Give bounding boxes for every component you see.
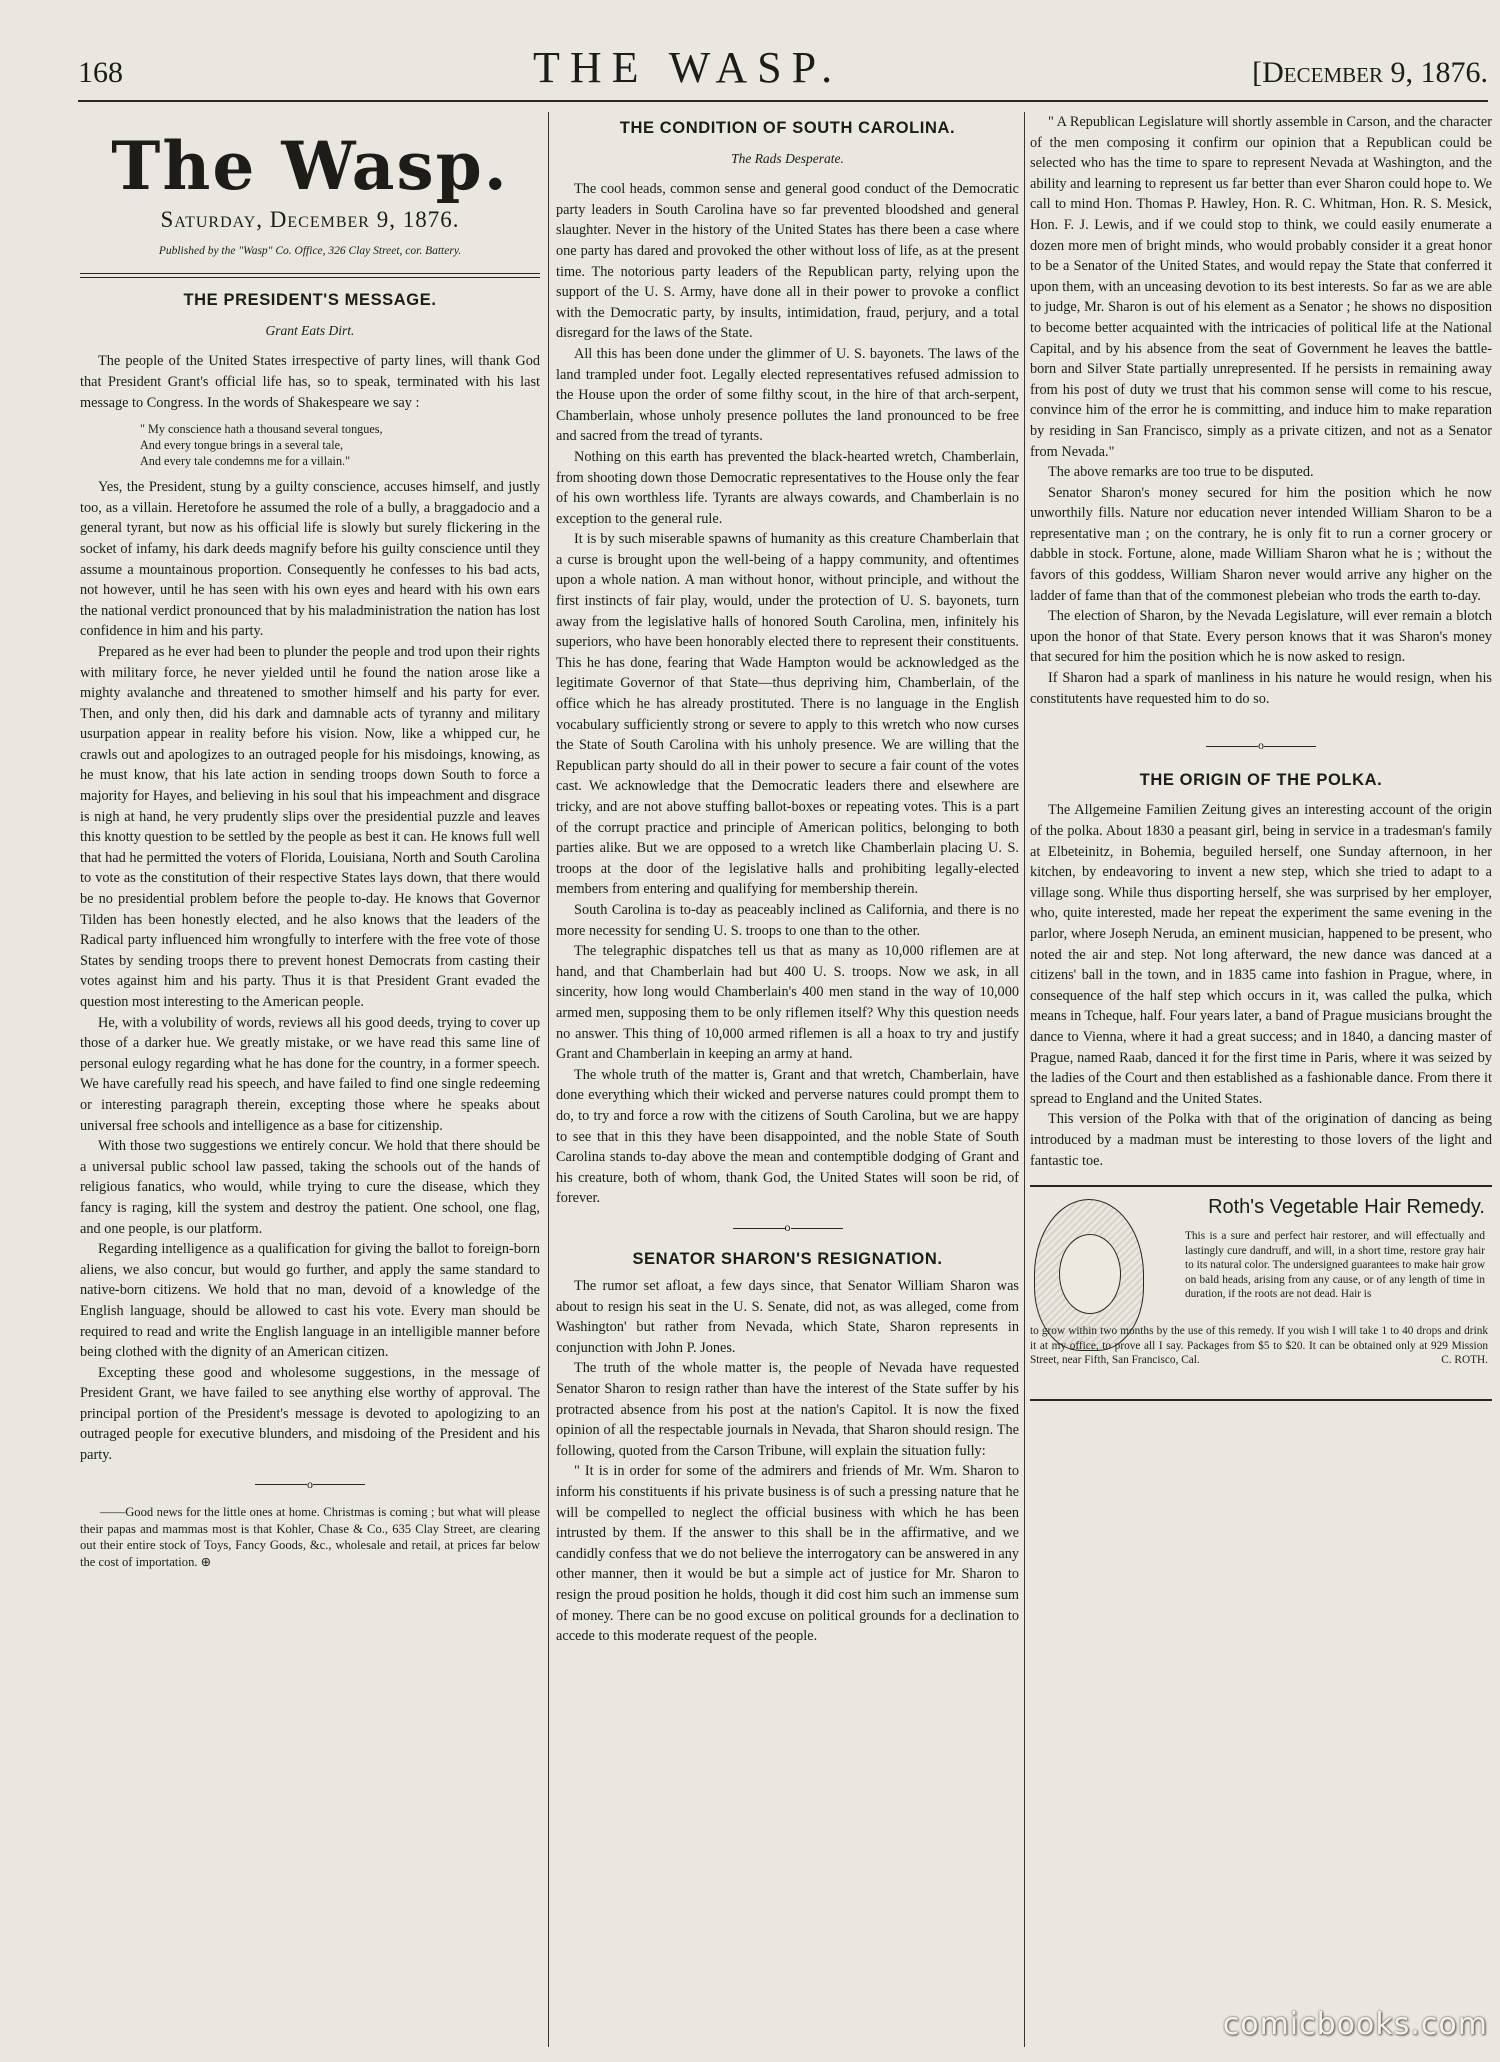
paragraph: The telegraphic dispatches tell us that as many as 10,000 riflemen are at hand, and that Chamberlain had but 400 U. S. troops. Now we ask, in all sincerity, how long would Chamberlain's 400 men stand in the way of 10,000 armed men, supposing them to be only riflemen itself? Why this question needs no answer. This thing of 10,000 armed riflemen is all a hoax to try and justify Grant and Chamberlain in keeping an army at hand.: [556, 943, 1019, 1063]
face-illustration: [1059, 1234, 1121, 1314]
paragraph: The Allgemeine Familien Zeitung gives an interesting account of the origin of the polka. About 1830 a peasant girl, being in service in a tradesman's family at Elbeteinitz, in Bohemia, beguiled herself, one Sunday afternoon, in her kitchen, by endeavoring to invent a new step, which she tried to adapt to a village song. While thus disporting herself, she was surprised by her employer, who, quite interested, made her repeat the experiment the same evening in the parlor, where Joseph Neruda, an eminent musician, happened to be present, who noted the air and step. Not long afterward, the new dance was danced at a citizens' ball in the town, and in 1835 came into fashion in Prague, where, in consequence of the half step which occurs in it, was called the pulka, which means in Tcheque, half. Four years later, a band of Prague musicians brought the dance to Vienna, where it had a great success; and in 1840, a dancing master of Prague, named Raab, danced it for the first time in Paris, where it was seized by the ladies of the Court and then established as a fashionable dance. From there it spread to England and the United States.: [1030, 802, 1492, 1107]
paragraph: Senator Sharon's money secured for him the position which he now unworthily fills. Nature nor education never intended William Sharon to be a representative man ; on the contrary, he is only fit to run a corner grocery or dabble in stock. Fortune, alone, made William Sharon what he is ; without the favors of this goddess, William Sharon never would arrive any higher on the ladder of fame than that of the commonest plebeian who trods the earth to-day.: [1030, 484, 1492, 604]
column-3: [1030, 112, 1492, 1401]
notice-text: ——Good news for the little ones at home. Christmas is coming ; but what will please their papas and mammas most is that Kohler, Chase & Co., 635 Clay Street, are clearing out their entire stock of Toys, Fancy Goods, &c., wholesale and retail, at prices far below the cost of importation. ⊕: [80, 1505, 540, 1570]
paragraph: The people of the United States irrespective of party lines, will thank God that President Grant's official life has, so to speak, terminated with his last message to Congress. In the words of Shakespeare we say :: [80, 353, 540, 411]
paragraph: Yes, the President, stung by a guilty conscience, accuses himself, and justly too, as a villain. Heretofore he assumed the role of a bully, a braggadocio and a general tyrant, but now as his official life is slowly but surely flickering in the socket of infamy, his dark deeds magnify before his guilty conscience until they assume a mountainous proportion. Consequently he confesses to his bad acts, not however, until he has seen with his own eyes and heard with his own ears the national verdict pronounced that by his maladministration the nation has lost confidence in him and his party.: [80, 479, 540, 640]
paragraph: Regarding intelligence as a qualification for giving the ballot to foreign-born aliens, we also concur, but would go further, and apply the same standard to native-born citizens. We hold that no man, devoid of a knowledge of the English language, should be allowed to cast his vote. Every man should be required to read and write the English language in an intelligible manner before being clothed with the dignity of an American citizen.: [80, 1241, 540, 1361]
paragraph: This version of the Polka with that of the origination of dancing as being introduced by a madman must be interesting to those lovers of the light and fantastic toe.: [1030, 1111, 1492, 1169]
quote-line: And every tale condemns me for a villain.": [140, 454, 351, 469]
running-header: [78, 42, 1488, 90]
ad-text: This is a sure and perfect hair restorer, and will effectually and lastingly cure dandruff, and will, in a short time, restore gray hair to its natural color. The undersigned guarantees to make hair grow on bald heads, arising from any cause, or of any length of time in duration, if the roots are not dead. Hair is: [1185, 1230, 1485, 1301]
paragraph: All this has been done under the glimmer of U. S. bayonets. The laws of the land trampled under foot. Legally elected representatives refused admission to the House upon the order of some filthy scout, in the hire of that arch-serpent, Chamberlain, whose unholy presence pollutes the land pronounced to be free and sacred from the tread of tyrants.: [556, 345, 1019, 445]
column-divider: [1024, 112, 1025, 2047]
section-separator: o: [80, 1474, 540, 1495]
paragraph: It is by such miserable spawns of humanity as this creature Chamberlain that a curse is brought upon the well-being of a happy community, and oftentimes upon a whole nation. A man without honor, without principle, and without the first instincts of fair play, would, under the protection of U. S. bayonets, turn away from the legislative halls of honored South Carolina, men, infinitely his superiors, who have been honorably elected there to represent their constituents. This he has done, fearing that Wade Hampton would be acknowledged as the legitimate Governor of that State—thus depriving him, Chamberlain, of the office which he has already prostituted. There is no language in the English vocabulary sufficiently strong or severe to apply to this wretch who now curses the State of South Carolina with his unholy presence. We are willing that the Republican party should do all in their power to secure a fair count of the votes cast. We acknowledge that the Democratic leaders there and elsewhere are tricky, and are not above stuffing ballot-boxes or repeating votes. This is a part of the corrupt practice and principle of American politics, belonging to both parties alike. But we are opposed to a wretch like Chamberlain placing U. S. troops at the door of the legislative halls and prohibiting legally-elected members from entering and qualifying for membership therein.: [556, 531, 1019, 898]
ad-footer: [1030, 1324, 1488, 1368]
paragraph: The whole truth of the matter is, Grant and that wretch, Chamberlain, have done everything which their wicked and perverse natures could prompt them to do, to try and force a row with the citizens of South Carolina, but we are happy to see that in this they have been disappointed, and the noble State of South Carolina stands to-day above the mean and contemptible dodging of Grant and his creature, both of whom, thank God, the United States will soon be rid, of forever.: [556, 1066, 1019, 1207]
publisher-line: Published by the "Wasp" Co. Office, 326 Clay Street, cor. Battery.: [158, 244, 462, 257]
article-headline: THE CONDITION OF SOUTH CAROLINA.: [619, 119, 956, 137]
ad-title: Roth's Vegetable Hair Remedy.: [1208, 1196, 1485, 1219]
shakespeare-quote: [80, 421, 540, 469]
article-subhead: The Rads Desperate.: [731, 150, 844, 166]
paragraph: The truth of the whole matter is, the people of Nevada have requested Senator Sharon to resign rather than have the interest of the State suffer by his protracted absence from his post at the nation's Capitol. It is now the fixed opinion of all the respectable journals in Nevada, that Sharon should resign. The following, quoted from the Carson Tribune, will explain the situation fully:: [556, 1360, 1019, 1459]
paragraph: If Sharon had a spark of manliness in his nature he would resign, when his constitutents have requested him to do so.: [1030, 670, 1492, 707]
double-rule: [80, 273, 540, 278]
ad-footer-text: to grow within two months by the use of this remedy. If you wish I will take 1 to 40 drops and drink it at my office, to prove all I say. Packages from $5 to $20. It can be obtained only at 929 Mission Street, near Fifth, San Francisco, Cal.: [1030, 1325, 1488, 1367]
paragraph: Excepting these good and wholesome suggestions, in the message of President Grant, we have failed to see anything else worthy of approval. The principal portion of the President's message is devoted to apologizing to an outraged people for executive blunders, and misdoing of the President and his party.: [80, 1364, 540, 1464]
article-headline: THE ORIGIN OF THE POLKA.: [1139, 770, 1383, 789]
paragraph: With those two suggestions we entirely concur. We hold that there should be a universal public school law passed, taking the schools out of the hands of religious fanatics, who would, while trying to cure the disease, which they fancy is raging, kill the system and destroy the patient. One school, one flag, and one people, is our platform.: [80, 1138, 540, 1237]
toy-notice: [80, 1504, 540, 1570]
paragraph: The election of Sharon, by the Nevada Legislature, will ever remain a blotch upon the honor of that State. Every person knows that it was Sharon's money that secured for him the position which he is now asked to resign.: [1030, 608, 1492, 666]
paragraph: He, with a volubility of words, reviews all his good deeds, trying to cover up those of a darker hue. We greatly mistake, or we have read this same line of personal eulogy regarding what he has done for the country, in a former speech. We have carefully read his speech, and have failed to find one single redeeming or interesting paragraph therein, excepting those where he speaks about universal free schools and intelligence as a base for citizenship.: [80, 1014, 540, 1134]
running-date: [December 9, 1876.: [1252, 56, 1488, 89]
column-2: [556, 112, 1019, 1647]
article-headline: SENATOR SHARON'S RESIGNATION.: [632, 1250, 943, 1269]
column-1: [80, 112, 540, 1571]
paragraph: " A Republican Legislature will shortly assemble in Carson, and the character of the men composing it confirm our opinion that a Republican could be selected who has the time to spare to represent Nevada at Washington, and the ability and learning to represent us far better than ever Sharon could hope to. We call to mind Hon. Thomas P. Hawley, Hon. R. C. Whitman, Hon. R. S. Mesick, Hon. F. J. Lewis, and if we could stop to think, we could easily enumerate a dozen more men of bright minds, who would probably consider it a great honor to be a Senator of the United States, and would repay the State that conferred it upon them, with an unceasing devotion to its best interests. So far as we are able to judge, Mr. Sharon is out of his element as a Senator ; he shows no disposition to become better acquainted with the intricacies of political life at the National Capital, and by his absence from the seat of Government he leaves the battle-born and Silver State partially unrepresented. If he persists in remaining away from his post of duty we trust that his common sense will come to his rescue, convince him of the error he is committing, and induce him to make reparation by residing in San Francisco, simply as a private citizen, and not as a Senator from Nevada.": [1030, 114, 1492, 460]
article-subhead: Grant Eats Dirt.: [265, 322, 355, 338]
running-title: THE WASP.: [532, 43, 843, 92]
section-separator: o: [556, 1217, 1019, 1238]
paragraph: Nothing on this earth has prevented the black-hearted wretch, Chamberlain, from shooting down those Democratic representatives to the House only the fear of his own worthless life. Tyrants are always cowards, and Chamberlain is no exception to the general rule.: [556, 448, 1019, 527]
article-headline: THE PRESIDENT'S MESSAGE.: [183, 291, 437, 310]
quote-line: And every tongue brings in a several tale,: [140, 438, 344, 453]
paragraph: Prepared as he ever had been to plunder the people and trod upon their rights with military force, he never yielded until he found the nation arose like a mighty avalanche and threatened to smother himself and his party for ever. Then, and only then, did his dark and damnable acts of tyranny and military usurpation appear in reality before his vision. Now, like a whipped cur, he crawls out and apologizes to an outraged people for his misdoings, knowing, as he must know, that his late action in sending troops down South to force a majority for Hayes, and believing in his soul that his impeachment and disgrace is nigh at hand, he very prudently slips over the presidential puzzle and leaves this knotty question to be settled by the people as best it can. He knows full well that had he permitted the voters of Florida, Louisiana, North and South Carolina to vote as the constitution of their respective States lays down, that there would be no presidential problem before the people to-day. He knows that Governor Tilden has been honestly elected, and he also knows that the leaders of the Radical party influenced him wrongfully to interfere with the free vote of those States by sending troops there to prevent honest Democrats from casting their votes against him and his party. Thus it is that President Grant evaded the question most interesting to the American people.: [80, 643, 540, 1010]
header-rule: [78, 100, 1488, 102]
section-separator: o: [1030, 735, 1492, 756]
column-divider: [548, 112, 549, 2047]
hair-remedy-ad: [1030, 1185, 1492, 1401]
quote-line: " My conscience hath a thousand several tongues,: [140, 422, 383, 437]
paragraph: The rumor set afloat, a few days since, that Senator William Sharon was about to resign his seat in the U. S. Senate, did not, as was alleged, come from Washington' but rather from Nevada, which State, Sharon represents in conjunction with John P. Jones.: [556, 1278, 1019, 1356]
ad-signature: C. ROTH.: [1441, 1354, 1488, 1367]
paragraph: The above remarks are too true to be disputed.: [1048, 464, 1314, 481]
paragraph: The cool heads, common sense and general good conduct of the Democratic party leaders in South Carolina have so far prevented bloodshed and general slaughter. Never in the history of the United States has there been a case where one party has dared and provoked the other without loss of life, as at the present time. The notorious party leaders of the Republican party, relying upon the support of the U. S. Army, have done all in their power to provoke a conflict with the Democratic party, by insults, intimidation, fraud, perjury, and a total disregard for the laws of the State.: [556, 181, 1019, 342]
watermark: comicbooks.com: [1222, 2007, 1488, 2042]
page-number: 168: [78, 56, 123, 89]
masthead-title: The Wasp.: [111, 127, 509, 205]
paragraph: " It is in order for some of the admirers and friends of Mr. Wm. Sharon to inform his constituents if his private business is of such a pressing nature that he will be compelled to neglect the official business with which he has been intrusted by them. If the answer to this shall be in the affirmative, and we candidly confess that we do not believe the interrogatory can be answered in any other manner, then it would be but a simple act of justice for Mr. Sharon to resign the proud position he holds, though it did cost him such an immense sum of money. There can be no good excuse on political grounds for a declination to accede to this moderate request of the people.: [556, 1463, 1019, 1645]
paragraph: South Carolina is to-day as peaceably inclined as California, and there is no more necessity for sending U. S. troops to one than to the other.: [556, 901, 1019, 939]
masthead-date: Saturday, December 9, 1876.: [160, 207, 460, 232]
